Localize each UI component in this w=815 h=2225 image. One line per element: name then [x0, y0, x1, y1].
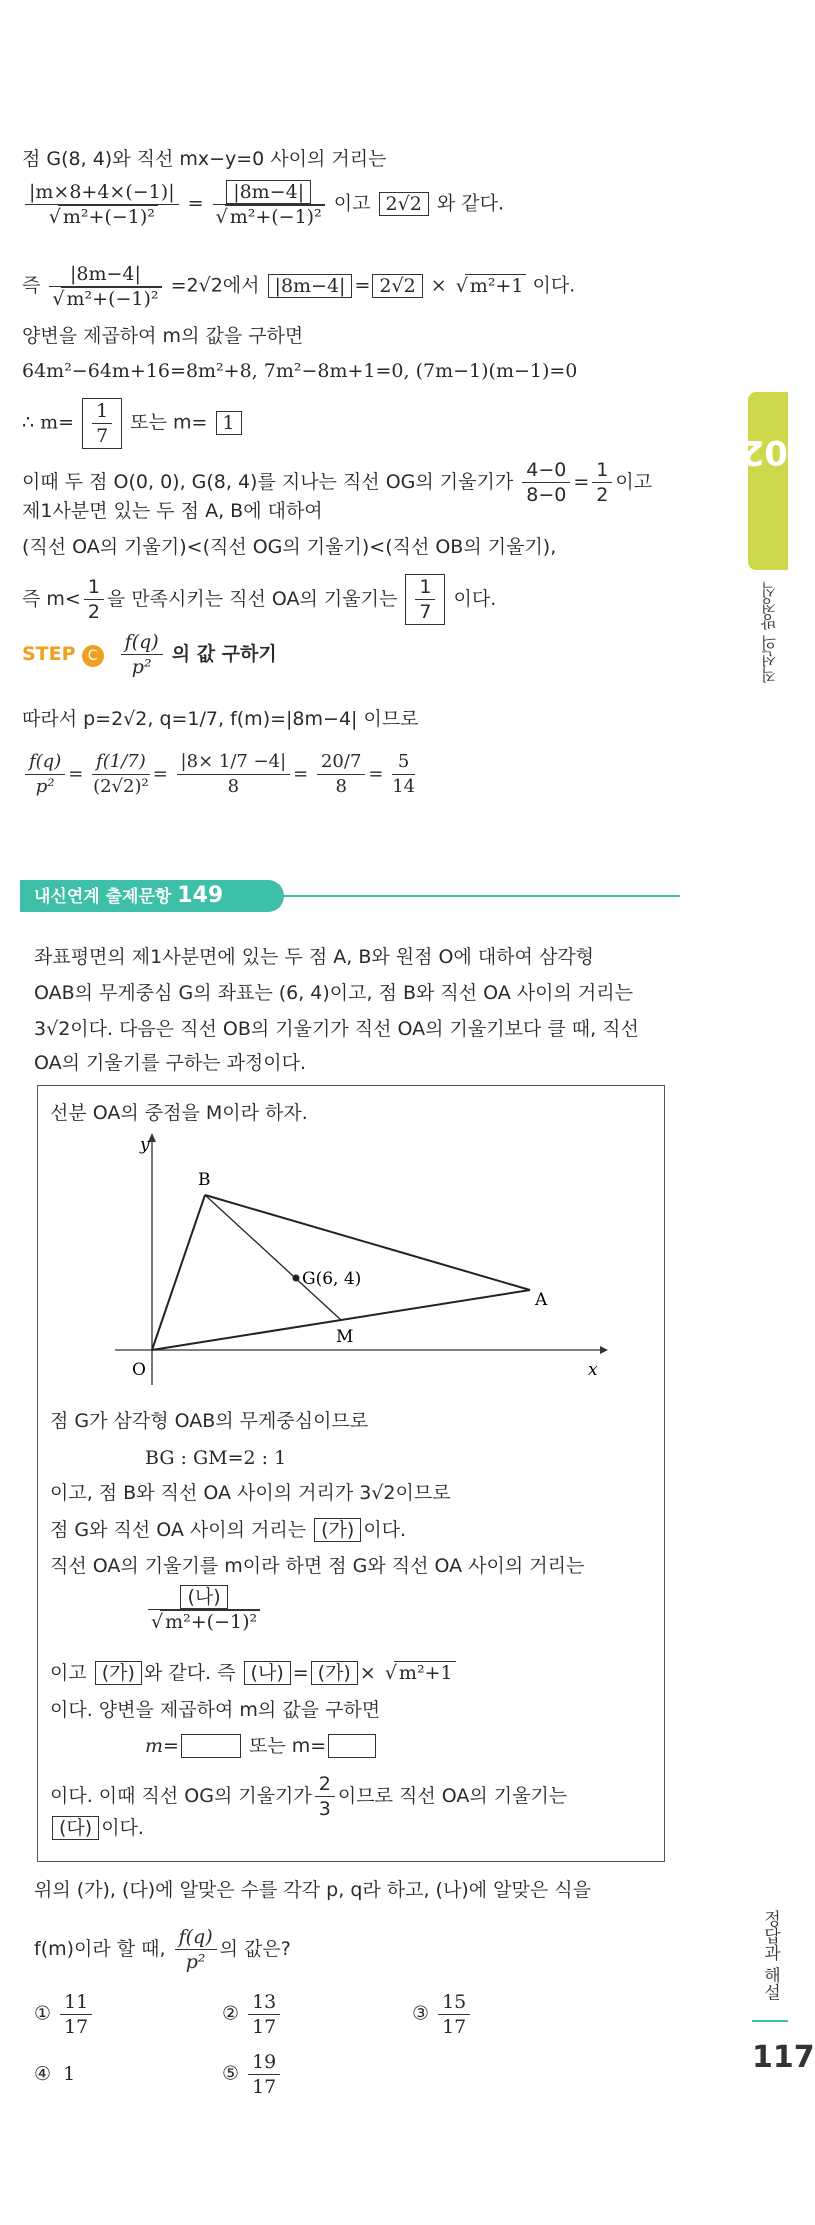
text: 을 만족시키는 직선 OA의 기울기는	[106, 588, 398, 610]
fraction-numerator: 1	[592, 458, 612, 483]
fraction-denominator: 8	[335, 776, 347, 797]
step-text: 의 값 구하기	[171, 643, 277, 665]
answer-box: 2√2	[379, 192, 429, 216]
fraction	[438, 1990, 470, 2039]
fraction	[317, 750, 365, 799]
step-fraction	[121, 630, 163, 679]
fraction-numerator: 1	[415, 575, 435, 600]
segment-ob	[152, 1195, 205, 1350]
choice-3[interactable]	[412, 1990, 473, 2039]
chapter-number: 02	[740, 432, 788, 472]
text: 즉	[22, 274, 41, 297]
choice-2[interactable]	[222, 1990, 283, 2039]
box-line-2: 점 G가 삼각형 OAB의 무게중심이므로	[50, 1410, 369, 1432]
text: =2√2에서	[170, 274, 260, 297]
centroid-point	[293, 1275, 300, 1282]
banner-label: 내신연계 출제문항	[34, 887, 172, 907]
choice-mark: ①	[34, 2002, 52, 2025]
fraction-numerator	[213, 180, 325, 205]
fraction	[92, 750, 150, 799]
text: ∴ m=	[22, 411, 75, 434]
text: 의 값은?	[219, 1938, 291, 1960]
fraction-denominator	[148, 1610, 260, 1634]
choice-mark: ④	[34, 2063, 52, 2085]
solution-line-10	[22, 574, 496, 625]
fraction	[175, 1925, 217, 1974]
fraction-denominator	[49, 287, 161, 311]
solution-line-9: (직선 OA의 기울기)<(직선 OG의 기울기)<(직선 OB의 기울기),	[22, 536, 557, 558]
text: 이고	[615, 471, 653, 493]
fraction	[148, 1585, 260, 1634]
distance-fraction-2	[213, 180, 325, 229]
blank-box: (가)	[311, 1661, 358, 1685]
fraction-denominator: 3	[318, 1798, 331, 1820]
text: 이다.	[453, 588, 497, 610]
fraction-numerator: 15	[438, 1990, 470, 2015]
fraction-numerator: 13	[248, 1990, 280, 2015]
box-line-4: 이고, 점 B와 직선 OA 사이의 거리가 3√2이므로	[50, 1482, 451, 1504]
fraction-denominator: 17	[252, 2076, 277, 2098]
text: 이고	[333, 192, 371, 215]
choice-4[interactable]	[34, 2050, 75, 2098]
fraction-numerator: 4−0	[522, 458, 570, 483]
blank-box	[328, 1734, 376, 1758]
fraction-numerator: 5	[392, 750, 415, 775]
text: 와 같다. 즉	[143, 1662, 236, 1684]
box-line-9: 이다. 양변을 제곱하여 m의 값을 구하면	[50, 1699, 381, 1721]
solution-line-8: 제1사분면 있는 두 점 A, B에 대하여	[22, 500, 323, 522]
blank-box: (다)	[52, 1816, 99, 1840]
point-b-label: B	[198, 1170, 211, 1190]
question-line-1: 위의 (가), (다)에 알맞은 수를 각각 p, q라 하고, (나)에 알맞은 식을	[34, 1879, 591, 1901]
text: m=	[145, 1735, 179, 1757]
problem-line-4: OA의 기울기를 구하는 과정이다.	[34, 1052, 307, 1074]
fraction	[60, 1990, 92, 2039]
choice-mark: ③	[412, 2002, 430, 2025]
step-line-1: 따라서 p=2√2, q=1/7, f(m)=|8m−4| 이므로	[22, 708, 419, 730]
fraction-denominator: 17	[64, 2016, 89, 2038]
question-line-2	[34, 1925, 291, 1974]
fraction-denominator: 2	[596, 484, 609, 506]
choice-1[interactable]	[34, 1990, 95, 2039]
fraction-denominator: 17	[252, 2016, 277, 2038]
page-number: 117	[752, 2040, 815, 2075]
point-m-label: M	[336, 1327, 354, 1347]
text: 즉 m<	[22, 588, 81, 610]
fraction-denominator: p²	[35, 776, 55, 797]
fraction-denominator: 7	[96, 425, 109, 447]
box-line-12	[50, 1815, 144, 1841]
problem-line-3: 3√2이다. 다음은 직선 OB의 기울기가 직선 OA의 기울기보다 클 때, 직선	[34, 1018, 639, 1040]
fraction-denominator: p²	[185, 1951, 206, 1973]
text: 이다.	[532, 274, 576, 297]
fraction	[592, 458, 612, 507]
step-line-2: $\frac{f(q)}{\text{p²}}$ = $\frac{f(1/7)}{\text{(2√2)²}}$ = $\frac{|8\times 1/7 -4|}{8}$ = $\frac{20/7}{8}$ = $\frac{5}{14}$	[22, 750, 418, 799]
fraction-denominator: p²	[131, 656, 152, 678]
fraction-numerator: 1	[92, 399, 112, 424]
distance-fraction	[25, 180, 179, 229]
solution-line-1: 점 G(8, 4)와 직선 mx−y=0 사이의 거리는	[22, 148, 387, 170]
solution-line-7: 이때 두 점 O(0, 0), G(8, 4)를 지나는 직선 OG의 기울기가 $\frac{4-0}{8-0}$ = $\frac{1}{2}$ 이고	[22, 459, 653, 506]
choice-mark: ②	[222, 2002, 240, 2025]
point-a-label: A	[535, 1290, 548, 1310]
fraction-denominator	[25, 205, 179, 229]
segment-ba	[205, 1195, 530, 1290]
fraction-numerator: f(1/7)	[92, 750, 150, 775]
fraction	[248, 1990, 280, 2039]
blank-box: (가)	[314, 1518, 361, 1542]
step-heading	[22, 630, 277, 679]
fraction-denominator	[213, 205, 325, 229]
box-line-11	[50, 1772, 567, 1821]
answer-box: |8m−4|	[268, 274, 353, 298]
solution-line-5: 64m²−64m+16=8m²+8, 7m²−8m+1=0, (7m−1)(m−1)=0	[22, 360, 578, 382]
box-line-8: 이고 (가) 와 같다. 즉 (나) = (가) × √ m²+1	[50, 1660, 456, 1686]
median-bm	[205, 1195, 341, 1320]
fraction-numerator: 20/7	[317, 750, 365, 775]
text: 또는 m=	[130, 411, 208, 434]
answer-box: |8m−4|	[226, 180, 311, 204]
text: 이때 두 점 O(0, 0), G(8, 4)를 지나는 직선 OG의 기울기가	[22, 471, 514, 493]
fraction-numerator: 19	[248, 2050, 280, 2075]
sqrt-expr: √ m²+1	[394, 1661, 456, 1684]
step-label: STEP	[22, 643, 76, 665]
fraction-denominator: 8−0	[526, 484, 567, 506]
text: 이므로 직선 OA의 기울기는	[337, 1785, 568, 1807]
text: 이다.	[363, 1519, 407, 1541]
triangle-figure	[110, 1130, 610, 1390]
fraction	[49, 262, 161, 311]
fraction	[522, 458, 570, 507]
sqrt-expr: √ m²+(−1)²	[61, 287, 161, 310]
sqrt-expr: √ m²+(−1)²	[160, 1610, 260, 1633]
text: 이다.	[101, 1817, 144, 1839]
fraction-numerator: |m×8+4×(−1)|	[25, 180, 179, 205]
fraction-denominator: 17	[442, 2016, 467, 2038]
answer-box	[82, 398, 122, 449]
fraction-numerator: 11	[60, 1990, 92, 2015]
text: 점 G와 직선 OA 사이의 거리는	[50, 1519, 307, 1541]
chapter-tab	[740, 392, 788, 570]
box-line-6: 직선 OA의 기울기를 m이라 하면 점 G와 직선 OA 사이의 거리는	[50, 1555, 585, 1577]
fraction-numerator: f(q)	[25, 750, 65, 775]
side-rule	[752, 2020, 788, 2022]
box-line-3: BG : GM=2 : 1	[145, 1447, 287, 1469]
section-banner	[20, 880, 284, 912]
fraction	[392, 750, 415, 799]
blank-box: (가)	[95, 1661, 142, 1685]
problem-line-1: 좌표평면의 제1사분면에 있는 두 점 A, B와 원점 O에 대하여 삼각형	[34, 946, 595, 968]
box-line-10	[145, 1733, 378, 1759]
y-axis-label: y	[140, 1135, 150, 1155]
text: 이고	[50, 1662, 87, 1684]
box-line-1: 선분 OA의 중점을 M이라 하자.	[50, 1102, 308, 1124]
fraction-denominator: 14	[392, 776, 416, 797]
blank-box: (나)	[244, 1661, 291, 1685]
text: 또는 m=	[248, 1735, 327, 1757]
text: 이다. 이때 직선 OG의 기울기가	[50, 1785, 312, 1807]
choice-mark: ⑤	[222, 2062, 240, 2085]
fraction	[84, 575, 104, 624]
x-axis-arrow	[600, 1346, 608, 1354]
sqrt-expr: √ m²+(−1)²	[58, 205, 158, 228]
fraction-denominator: (2√2)²	[93, 776, 149, 797]
x-axis-label: x	[588, 1360, 598, 1380]
fraction	[315, 1772, 335, 1821]
fraction-numerator: |8m−4|	[49, 262, 161, 287]
solution-line-4: 양변을 제곱하여 m의 값을 구하면	[22, 325, 304, 347]
fraction-numerator: 1	[84, 575, 104, 600]
solution-line-3: 즉 |8m−4| √ m²+(−1)² =2√2에서 |8m−4| = 2√2 × √ m²+1 이다.	[22, 262, 575, 311]
solution-line-6	[22, 398, 244, 449]
answer-box: 2√2	[372, 274, 422, 298]
point-g-label: G(6, 4)	[302, 1269, 362, 1289]
blank-box	[181, 1734, 241, 1758]
chapter-title: 직선의 방정식	[760, 582, 779, 684]
fraction-denominator: 8	[227, 776, 240, 797]
sqrt-expr: √ m²+(−1)²	[225, 205, 325, 228]
fraction-numerator: f(q)	[121, 630, 163, 655]
fraction-numerator: 2	[315, 1772, 335, 1797]
problem-number: 149	[177, 883, 224, 908]
choice-value: 1	[63, 2063, 76, 2085]
box-line-5	[50, 1517, 406, 1543]
fraction	[248, 2050, 280, 2099]
fraction	[415, 575, 435, 624]
solution-line-2: |m×8+4×(−1)| √ m²+(−1)² = |8m−4| √ m²+(−1)² 이고 2√2 와 같다.	[22, 180, 504, 229]
origin-label: O	[132, 1360, 146, 1380]
fraction-numerator	[148, 1585, 260, 1610]
fraction	[92, 399, 112, 448]
problem-line-2: OAB의 무게중심 G의 좌표는 (6, 4)이고, 점 B와 직선 OA 사이의 거리는	[34, 982, 633, 1004]
answer-box: 1	[216, 411, 242, 435]
answer-box	[405, 574, 445, 625]
fraction-numerator: |8× 1/7 −4|	[177, 750, 291, 775]
box-line-7	[145, 1585, 263, 1634]
section-label: 정답과 해설	[760, 1910, 780, 2001]
fraction-denominator: 2	[87, 601, 100, 623]
sqrt-expr: √ m²+1	[465, 274, 527, 297]
text: 와 같다.	[436, 192, 505, 215]
blank-box: (나)	[180, 1585, 227, 1609]
fraction	[177, 750, 291, 799]
text: f(m)이라 할 때,	[34, 1938, 166, 1960]
fraction-numerator: f(q)	[175, 1925, 217, 1950]
fraction	[25, 750, 65, 799]
step-letter-badge: C	[82, 645, 104, 667]
choice-5[interactable]	[222, 2050, 283, 2099]
fraction-denominator: 7	[419, 601, 432, 623]
